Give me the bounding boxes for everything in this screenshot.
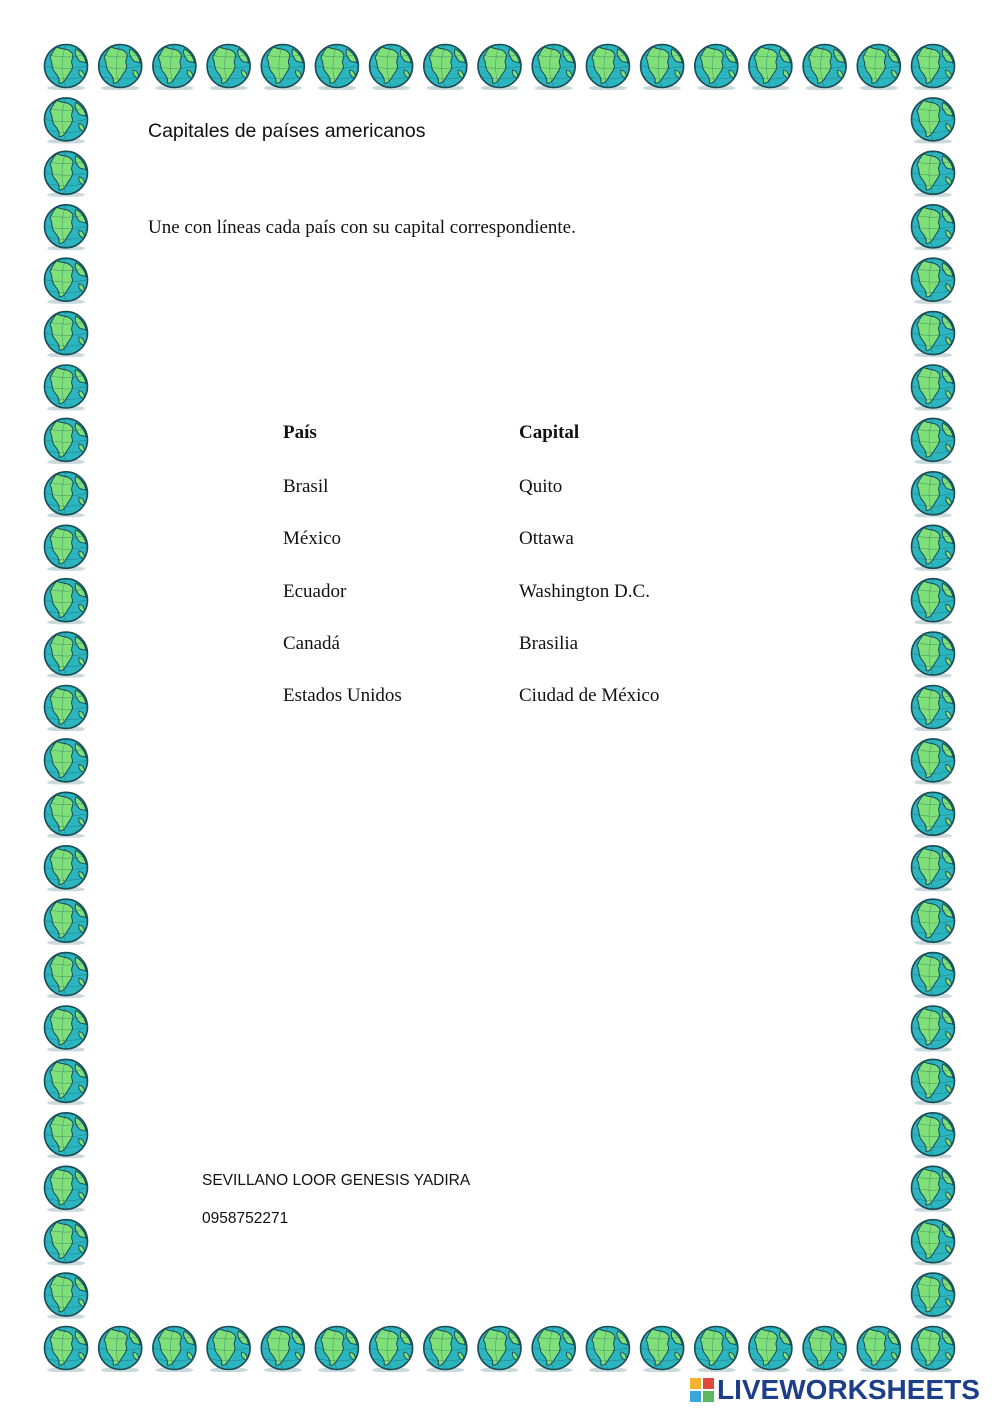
globe-icon [45,579,88,625]
country-item[interactable]: Brasil [283,476,329,497]
globe-icon [912,1220,955,1266]
globe-icon [45,1220,88,1266]
globe-icon [99,45,142,91]
globe-icon [45,846,88,892]
globe-icon [45,365,88,411]
globe-icon [153,45,196,91]
globe-icon [912,151,955,197]
globe-icon [45,953,88,999]
globe-icon [45,418,88,464]
globe-icon [45,1113,88,1159]
globe-icon [45,632,88,678]
author-phone: 0958752271 [202,1210,289,1227]
globe-icon [912,98,955,144]
globe-icon [912,472,955,518]
globe-icon [478,45,521,91]
globe-icon [912,1166,955,1212]
capital-item[interactable]: Washington D.C. [519,580,650,602]
globe-icon [912,312,955,358]
country-item[interactable]: Estados Unidos [283,685,402,707]
liveworksheets-logo[interactable] [690,1374,980,1406]
globe-icon [45,1273,88,1319]
globe-icon [586,45,629,91]
globe-icon [912,739,955,785]
globe-icon [315,1327,358,1373]
country-column-header: País [283,422,317,443]
globe-icon [45,205,88,251]
globe-icon [912,45,955,91]
globe-icon [803,1327,846,1373]
capital-item[interactable]: Brasilia [519,632,579,654]
globe-icon [370,1327,413,1373]
globe-icon [424,1327,467,1373]
author-name: SEVILLANO LOOR GENESIS YADIRA [202,1172,471,1189]
globe-icon [153,1327,196,1373]
globe-icon [912,792,955,838]
capital-column-header: Capital [519,422,580,443]
globe-icon [749,45,792,91]
capital-item[interactable]: Quito [519,476,563,497]
globe-icon [912,205,955,251]
globe-icon [695,45,738,91]
globe-icon [45,98,88,144]
globe-icon [315,45,358,91]
globe-icon [370,45,413,91]
country-item[interactable]: México [283,528,342,550]
globe-icon [45,45,88,91]
globe-icon [857,1327,900,1373]
capital-column [519,421,659,736]
globe-icon [912,1273,955,1319]
globe-icon [45,1006,88,1052]
globe-icon [912,418,955,464]
globe-icon [45,1166,88,1212]
globe-icon [45,792,88,838]
globe-icon [641,45,684,91]
globe-icon [261,1327,304,1373]
globe-icon [912,953,955,999]
globe-icon [45,525,88,571]
globe-icon [641,1327,684,1373]
liveworksheets-logo-icon [690,1378,714,1402]
liveworksheets-logo-text: LIVEWORKSHEETS [717,1374,980,1405]
globe-icon [912,686,955,732]
worksheet-title: Capitales de países americanos [148,120,426,142]
globe-icon [45,1059,88,1105]
globe-icon [912,525,955,571]
country-item[interactable]: Ecuador [283,580,347,602]
globe-icon [749,1327,792,1373]
globe-icon [912,1327,955,1373]
globe-icon [532,1327,575,1373]
globe-icon [45,151,88,197]
capital-item[interactable]: Ciudad de México [519,685,660,707]
globe-icon [586,1327,629,1373]
country-column [283,421,402,736]
worksheet-instruction: Une con líneas cada país con su capital correspondiente. [148,217,576,238]
globe-icon [45,258,88,304]
globe-icon [45,739,88,785]
country-item[interactable]: Canadá [283,632,340,654]
globe-icon [803,45,846,91]
globe-icon [912,365,955,411]
globe-icon [912,579,955,625]
globe-icon [45,1327,88,1373]
globe-icon [857,45,900,91]
globe-icon [207,45,250,91]
globe-icon [424,45,467,91]
globe-icon [45,312,88,358]
globe-icon [912,846,955,892]
globe-icon [912,899,955,945]
globe-icon [532,45,575,91]
globe-icon [45,472,88,518]
globe-icon [99,1327,142,1373]
globe-icon [478,1327,521,1373]
globe-icon [207,1327,250,1373]
globe-icon [912,1006,955,1052]
globe-icon [261,45,304,91]
globe-icon [45,899,88,945]
globe-icon [695,1327,738,1373]
capital-item[interactable]: Ottawa [519,528,574,550]
globe-icon [912,632,955,678]
globe-icon [45,686,88,732]
globe-icon [912,258,955,304]
globe-icon [912,1059,955,1105]
globe-icon [912,1113,955,1159]
